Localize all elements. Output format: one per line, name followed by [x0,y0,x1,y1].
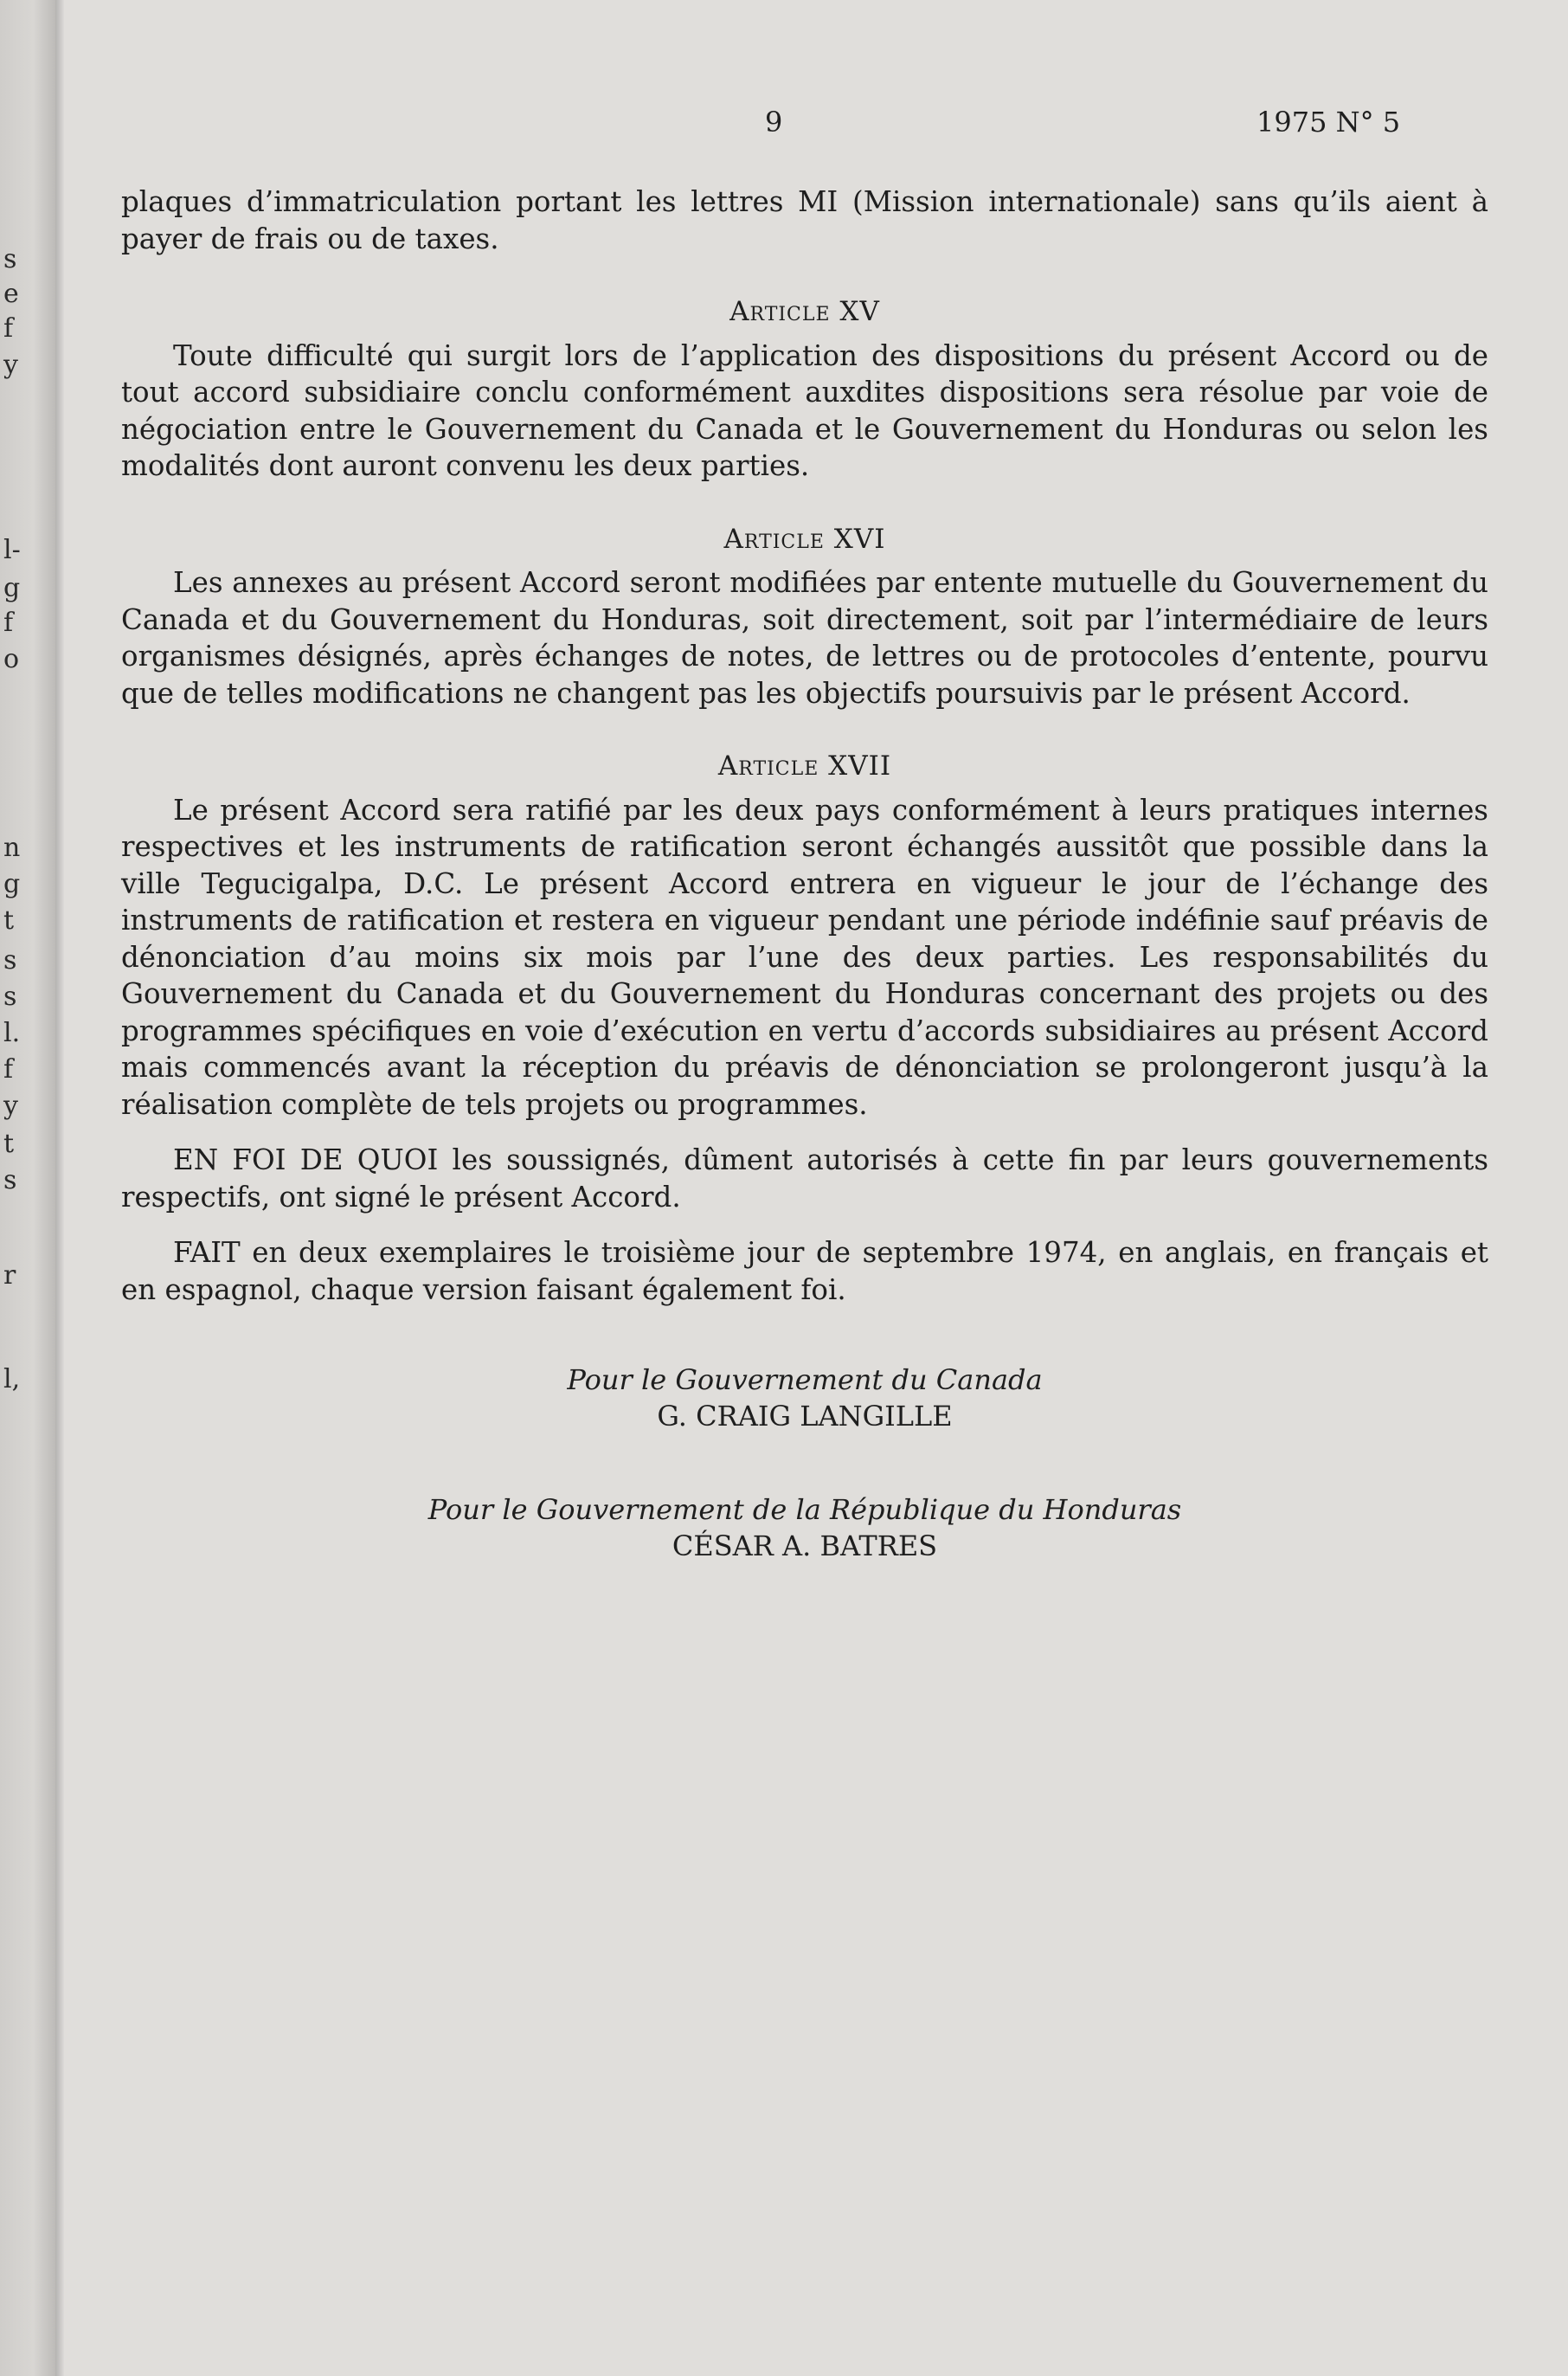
page-header [64,106,1568,140]
adjacent-page-margin [0,0,55,2376]
margin-fragment: g [3,573,21,603]
margin-fragment: o [3,644,20,674]
margin-fragment: s [3,945,17,976]
margin-fragment: g [3,869,21,899]
margin-fragment: f [3,1054,14,1085]
margin-fragment: e [3,279,19,309]
gutter-shadow [55,0,64,2376]
opening-paragraph: plaques d’immatriculation portant les lettres MI (Mission internationale) sans qu’ils aient à payer de frais ou de taxes. [121,185,1488,255]
margin-fragment: y [3,1091,18,1121]
series-number: 1975 N° 5 [1256,106,1401,138]
margin-fragment: n [3,833,21,863]
done-clause: FAIT en deux exemplaires le troisième jour de septembre 1974, en anglais, en français et en espagnol, chaque version faisant également foi. [121,1236,1488,1306]
signatory-government: Pour le Gouvernement du Canada [567,1363,1043,1396]
margin-fragment: y [3,350,18,380]
article-paragraph: Le présent Accord sera ratifié par les deux pays conformément à leurs pratiques internes respectives et les instruments de ratification seront échangés aussitôt que possible dans la ville Tegucigalpa, D.C. Le présent Accord entrera en vigueur le jour de l’échange des instruments de ratification et restera en vigueur pendant une période indéfinie sauf préavis de dénonciation d’au moins six mois par l’une des deux parties. Les responsabilités du Gouvernement du Canada et du Gouvernement du Honduras concernant des projets ou des programmes spécifiques en voie d’exécution en vertu d’accords subsidiaires au présent Accord mais commencés avant la réception du préavis de dénonciation se prolongeront jusqu’à la réalisation complète de tels projets ou programmes. [121,793,1488,1121]
margin-fragment: f [3,313,14,344]
document-page [64,0,1568,2376]
article-heading: Article XVII [717,750,892,782]
margin-fragment: f [3,608,14,638]
margin-fragment: r [3,1260,16,1291]
article-heading: Article XV [729,296,880,327]
article-heading: Article XVI [723,523,886,555]
signatory-name: CÉSAR A. BATRES [672,1529,938,1562]
document-body [121,184,1488,1564]
signatory-government: Pour le Gouvernement de la République du Honduras [427,1493,1182,1526]
margin-fragment: l. [3,1018,21,1048]
signature-block [121,1362,1488,1564]
margin-fragment: s [3,1165,17,1195]
witness-clause: EN FOI DE QUOI les soussignés, dûment autorisés à cette fin par leurs gouvernements respectifs, ont signé le présent Accord. [121,1143,1488,1214]
margin-fragment: s [3,982,17,1012]
margin-fragment: t [3,905,15,936]
margin-fragment: l, [3,1364,21,1394]
article-paragraph: Les annexes au présent Accord seront modifiées par entente mutuelle du Gouvernement du Canada et du Gouvernement du Honduras, soit directement, soit par l’intermédiaire de leurs organismes désignés, après échanges de notes, de lettres ou de protocoles d’entente, pourvu que de telles modifications ne changent pas les objectifs poursuivis par le présent Accord. [121,566,1488,710]
margin-fragment: s [3,244,17,274]
article-paragraph: Toute difficulté qui surgit lors de l’application des dispositions du présent Accord ou de tout accord subsidiaire conclu conformément auxdites dispositions sera résolue par voie de négociation entre le Gouvernement du Canada et le Gouvernement du Honduras ou selon les modalités dont auront convenu les deux parties. [121,338,1488,482]
signatory-name: G. CRAIG LANGILLE [657,1400,953,1433]
margin-fragment: t [3,1129,15,1159]
margin-fragment: l- [3,535,21,565]
page-number: 9 [765,106,783,138]
